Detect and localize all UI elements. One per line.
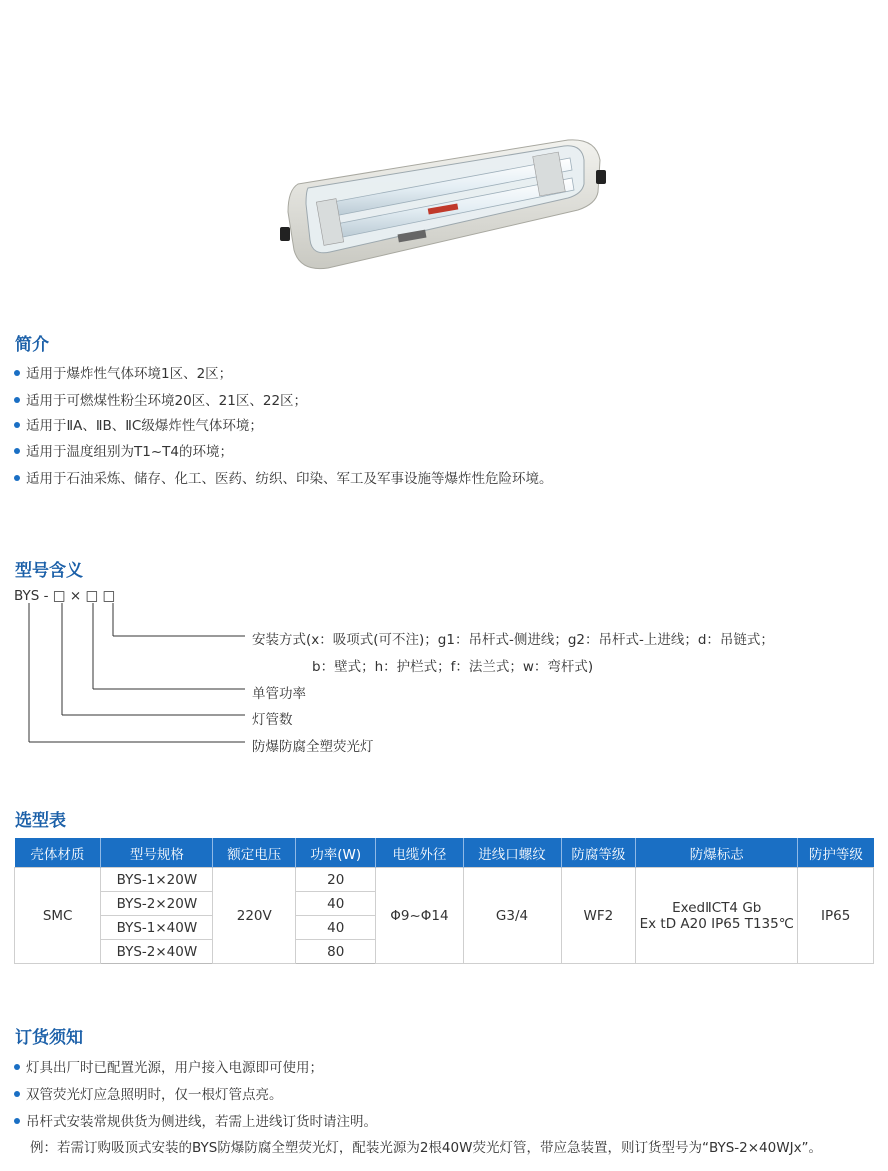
table-header-row <box>15 838 874 868</box>
model-heading: 型号含义 <box>15 561 83 581</box>
ex-mark-line-2: Ex tD A20 IP65 T135℃ <box>639 915 794 932</box>
bullet-dot-icon <box>14 1091 20 1097</box>
cell-protection: IP65 <box>798 868 874 964</box>
col-header: 防爆标志 <box>636 838 798 868</box>
cell-power: 80 <box>296 940 376 964</box>
intro-item-text: 适用于可燃煤性粉尘环境20区、21区、22区； <box>26 393 308 409</box>
col-header: 进线口螺纹 <box>463 838 561 868</box>
intro-item-text: 适用于ⅡA、ⅡB、ⅡC级爆炸性气体环境； <box>26 418 263 434</box>
selection-table <box>14 838 874 964</box>
cell-thread: G3/4 <box>463 868 561 964</box>
col-header: 额定电压 <box>213 838 296 868</box>
bullet-dot-icon <box>14 475 20 481</box>
ordering-item-text: 双管荧光灯应急照明时，仅一根灯管点亮。 <box>26 1087 283 1103</box>
ordering-item-text: 吊杆式安装常规供货为侧进线，若需上进线订货时请注明。 <box>26 1114 377 1130</box>
cell-model: BYS-1×40W <box>101 916 213 940</box>
model-lamp-name: 防爆防腐全塑荧光灯 <box>252 739 374 755</box>
col-header: 型号规格 <box>101 838 213 868</box>
ordering-item <box>14 1110 377 1130</box>
bullet-dot-icon <box>14 397 20 403</box>
col-header: 功率(W) <box>296 838 376 868</box>
bullet-dot-icon <box>14 1118 20 1124</box>
cell-material: SMC <box>15 868 101 964</box>
intro-item <box>14 414 263 434</box>
intro-item-text: 适用于温度组别为T1~T4的环境； <box>26 444 233 460</box>
cell-cable: Φ9~Φ14 <box>376 868 463 964</box>
cell-model: BYS-2×40W <box>101 940 213 964</box>
cell-voltage: 220V <box>213 868 296 964</box>
bullet-dot-icon <box>14 370 20 376</box>
cell-ex-mark <box>636 868 798 964</box>
model-tube-count: 灯管数 <box>252 712 293 728</box>
intro-item <box>14 362 232 382</box>
intro-heading: 简介 <box>15 335 49 355</box>
intro-item <box>14 389 307 409</box>
model-single-power: 单管功率 <box>252 686 306 702</box>
table-row <box>15 868 874 892</box>
ordering-heading: 订货须知 <box>15 1028 83 1048</box>
ordering-item <box>14 1083 283 1103</box>
cell-power: 40 <box>296 916 376 940</box>
selection-heading: 选型表 <box>15 811 66 831</box>
bullet-dot-icon <box>14 422 20 428</box>
ordering-example: 例：若需订购吸顶式安装的BYS防爆防腐全塑荧光灯，配装光源为2根40W荧光灯管，带应急装置，则订货型号为“BYS-2×40WJx”。 <box>30 1140 823 1156</box>
model-install-mode: 安装方式(x：吸项式(可不注)；g1：吊杆式-侧进线；g2：吊杆式-上进线；d：吊链式； <box>252 632 774 648</box>
model-install-mode-cont: b：壁式；h：护栏式；f：法兰式；w：弯杆式) <box>312 659 594 675</box>
model-code: BYS - □ × □ □ <box>14 588 116 604</box>
col-header: 壳体材质 <box>15 838 101 868</box>
intro-item <box>14 467 553 487</box>
col-header: 防腐等级 <box>561 838 636 868</box>
bullet-dot-icon <box>14 448 20 454</box>
cell-power: 20 <box>296 868 376 892</box>
cell-model: BYS-1×20W <box>101 868 213 892</box>
intro-item-text: 适用于石油采炼、储存、化工、医药、纺织、印染、军工及军事设施等爆炸性危险环境。 <box>26 471 553 487</box>
ordering-item <box>14 1056 323 1076</box>
cell-model: BYS-2×20W <box>101 892 213 916</box>
ordering-item-text: 灯具出厂时已配置光源，用户接入电源即可使用； <box>26 1060 323 1076</box>
cell-power: 40 <box>296 892 376 916</box>
cell-corrosion: WF2 <box>561 868 636 964</box>
product-image-fluorescent-lamp <box>278 132 612 272</box>
intro-item <box>14 440 233 460</box>
intro-item-text: 适用于爆炸性气体环境1区、2区； <box>26 366 233 382</box>
bullet-dot-icon <box>14 1064 20 1070</box>
col-header: 电缆外径 <box>376 838 463 868</box>
ex-mark-line-1: ExedⅡCT4 Gb <box>672 899 762 916</box>
col-header: 防护等级 <box>798 838 874 868</box>
